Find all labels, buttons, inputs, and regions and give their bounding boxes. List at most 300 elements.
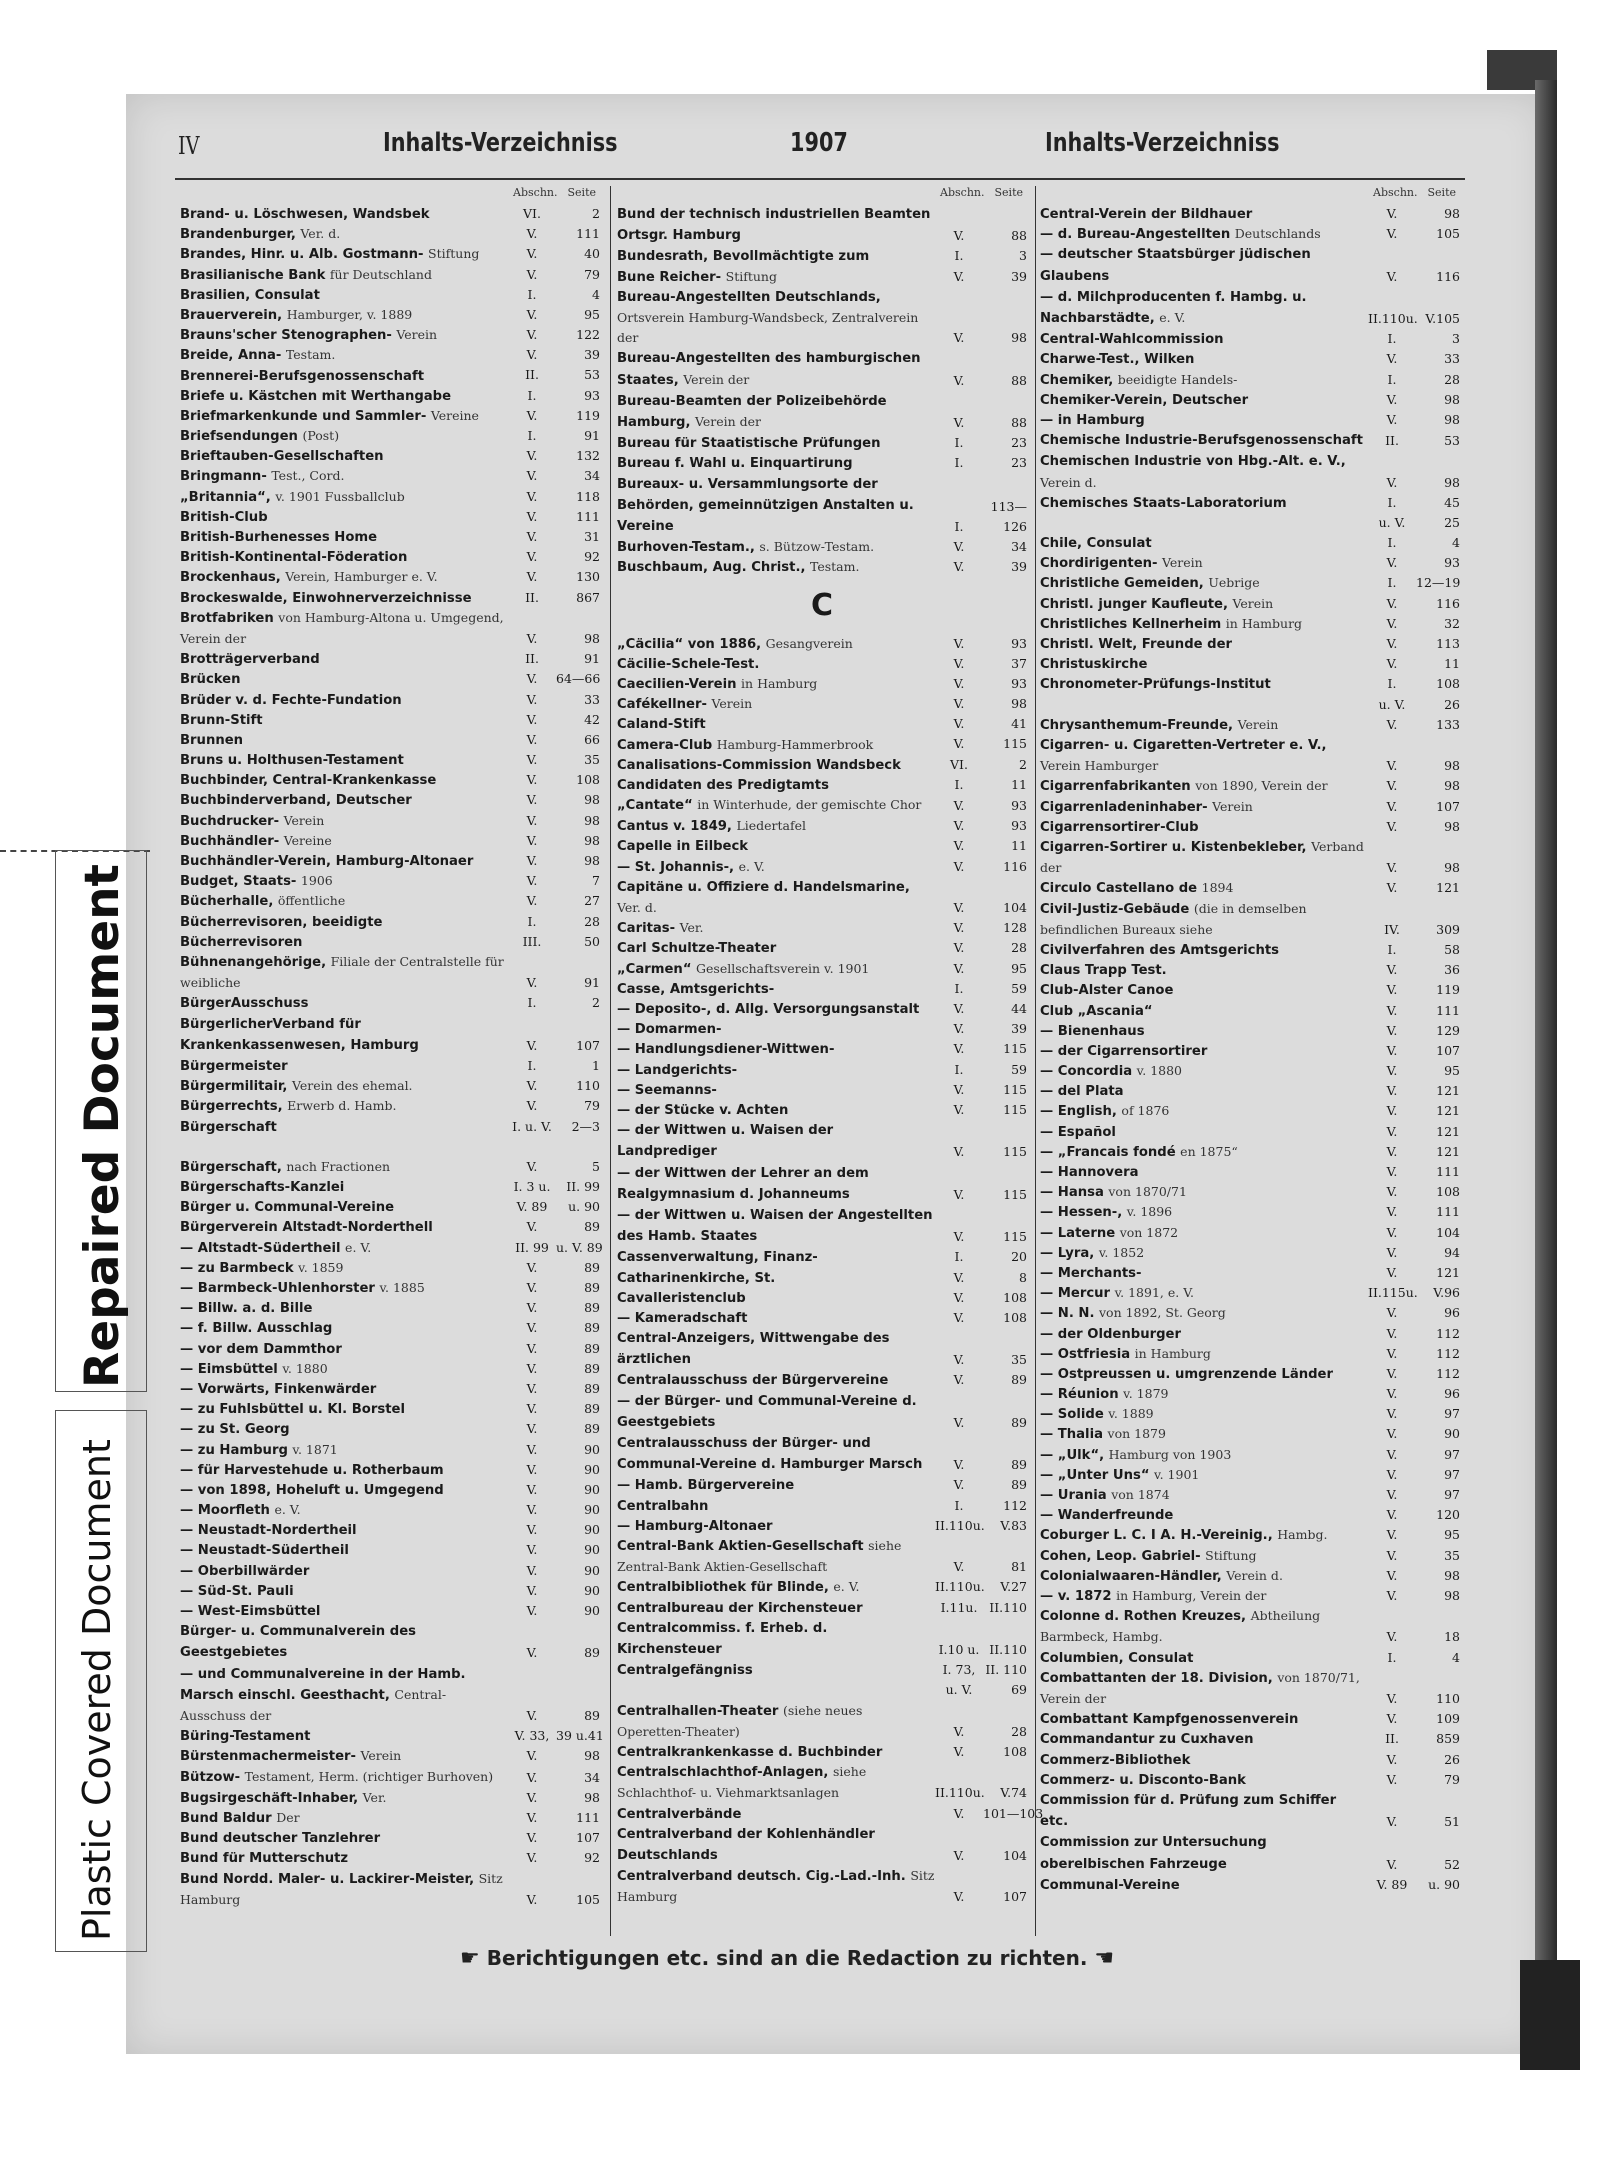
entry-detail: 1894 bbox=[1201, 880, 1234, 896]
index-entry bbox=[180, 730, 600, 750]
index-entry bbox=[1040, 940, 1460, 960]
entry-detail: Ortsverein Hamburg-Wandsbeck, Zentralverein der bbox=[617, 309, 919, 346]
entry-name: Capitäne u. Offiziere d. Handelsmarine, bbox=[617, 879, 910, 895]
entry-section: I. 3 u. bbox=[513, 1179, 551, 1195]
index-entry bbox=[617, 1618, 1027, 1660]
entry-page: 88 bbox=[1011, 372, 1027, 388]
index-entry bbox=[180, 1828, 600, 1848]
index-entry bbox=[1040, 695, 1460, 715]
entry-page: 110 bbox=[576, 1078, 600, 1094]
entry-page: 23 bbox=[1011, 435, 1027, 451]
index-entry bbox=[180, 1419, 600, 1439]
entry-page: 4 bbox=[1452, 1649, 1460, 1665]
index-entry bbox=[180, 1014, 600, 1056]
entry-page: 51 bbox=[1444, 1814, 1460, 1830]
entry-name: British-Kontinental-Föderation bbox=[180, 550, 408, 566]
index-entry bbox=[1040, 1303, 1460, 1323]
index-entry bbox=[1040, 533, 1460, 553]
entry-page: 89 bbox=[584, 1340, 600, 1356]
entry-name: Communal-Vereine bbox=[1040, 1877, 1180, 1893]
entry-name: Centralbibliothek für Blinde, bbox=[617, 1580, 829, 1596]
footer-note bbox=[460, 1946, 1114, 1971]
index-entry bbox=[617, 1308, 1027, 1328]
entry-name: — v. 1872 bbox=[1040, 1588, 1112, 1604]
entry-name: Brotträgerverband bbox=[180, 652, 320, 668]
entry-section: V. bbox=[953, 696, 965, 712]
entry-page: 93 bbox=[1011, 818, 1027, 834]
entry-section: V. bbox=[953, 716, 965, 732]
index-entry bbox=[180, 1177, 600, 1197]
entry-page: 107 bbox=[576, 1037, 600, 1053]
index-entry bbox=[1040, 370, 1460, 390]
index-entry bbox=[180, 1520, 600, 1540]
entry-page: 91 bbox=[584, 975, 600, 991]
entry-section: V. bbox=[526, 792, 538, 808]
entry-page: 39 bbox=[1011, 268, 1027, 284]
entry-page: 20 bbox=[1011, 1249, 1027, 1265]
entry-name: — der Oldenburger bbox=[1040, 1326, 1181, 1342]
entry-detail: in Hamburg bbox=[1225, 615, 1303, 631]
entry-detail: Sitz Hamburg bbox=[180, 1870, 503, 1907]
entry-name: — zu Fuhlsbüttel u. Kl. Borstel bbox=[180, 1402, 405, 1418]
entry-page: 121 bbox=[1436, 1123, 1460, 1139]
entry-page: V.27 bbox=[1000, 1579, 1027, 1595]
entry-name: — Neustadt-Südertheil bbox=[180, 1543, 349, 1559]
entry-name: Bureau f. Wahl u. Einquartirung bbox=[617, 456, 853, 472]
entry-name: — f. Billw. Ausschlag bbox=[180, 1321, 333, 1337]
entry-section: I. bbox=[1387, 1649, 1397, 1665]
entry-section: I. bbox=[954, 1249, 964, 1265]
entry-page: 96 bbox=[1444, 1386, 1460, 1402]
entry-page: 116 bbox=[1436, 595, 1460, 611]
entry-section: V. bbox=[526, 1098, 538, 1114]
entry-section: V. bbox=[1386, 1751, 1398, 1767]
entry-section: V. bbox=[953, 1352, 965, 1368]
entry-detail: v. 1871 bbox=[292, 1441, 338, 1457]
entry-detail: Verein bbox=[1237, 716, 1279, 732]
entry-section: V. bbox=[1386, 1386, 1398, 1402]
index-entry bbox=[1040, 1202, 1460, 1222]
entry-page: 90 bbox=[1444, 1426, 1460, 1442]
entry-section: V. bbox=[526, 1522, 538, 1538]
entry-section: V. bbox=[526, 1158, 538, 1174]
entry-name: Chemiker-Verein, Deutscher bbox=[1040, 392, 1249, 408]
column-header-section: Abschn. bbox=[513, 186, 558, 199]
entry-name: Briefmarkenkunde und Sammler- bbox=[180, 408, 427, 424]
index-entry bbox=[1040, 1770, 1460, 1790]
entry-detail: e. V. bbox=[738, 858, 765, 874]
index-entry bbox=[617, 391, 1027, 433]
entry-name: Bund für Mutterschutz bbox=[180, 1851, 349, 1867]
entry-section: V. bbox=[526, 1280, 538, 1296]
entry-detail: Verein bbox=[1232, 595, 1274, 611]
entry-name: „Cäcilia“ von 1886, bbox=[617, 636, 762, 652]
entry-section: V. bbox=[526, 1708, 538, 1724]
index-entry bbox=[180, 669, 600, 689]
pointing-hand-icon: ☛ bbox=[460, 1946, 480, 1971]
entry-page: 111 bbox=[576, 226, 600, 242]
entry-detail: e. V. bbox=[833, 1579, 860, 1595]
entry-page: 115 bbox=[1003, 736, 1027, 752]
entry-page: 104 bbox=[1003, 900, 1027, 916]
index-entry bbox=[180, 366, 600, 386]
entry-detail: Verein Hamburger bbox=[1040, 758, 1159, 774]
entry-detail: Uebrige bbox=[1208, 575, 1260, 591]
entry-section: II. bbox=[525, 367, 539, 383]
index-entry bbox=[180, 1278, 600, 1298]
entry-section: V. bbox=[1386, 636, 1398, 652]
index-entry bbox=[617, 1391, 1027, 1433]
index-entry bbox=[1040, 349, 1460, 369]
entry-page: 79 bbox=[584, 266, 600, 282]
entry-detail: Deutschlands bbox=[1234, 226, 1321, 242]
entry-section: V. bbox=[1386, 1711, 1398, 1727]
entry-name: Bücherrevisoren, beeidigte bbox=[180, 914, 383, 930]
index-entry bbox=[1040, 1875, 1460, 1895]
index-entry bbox=[1040, 1832, 1460, 1874]
entry-page: 113—126 bbox=[990, 498, 1027, 534]
entry-name: — für Harvestehude u. Rotherbaum bbox=[180, 1462, 444, 1478]
entry-detail: in Winterhude, der gemischte Chor bbox=[697, 797, 922, 813]
entry-section: V. bbox=[953, 635, 965, 651]
entry-name: — Solide bbox=[1040, 1407, 1104, 1423]
entry-name: Bürstenmachermeister- bbox=[180, 1749, 357, 1765]
entry-name: Centralkrankenkasse d. Buchbinder bbox=[617, 1745, 883, 1761]
entry-page: 32 bbox=[1444, 615, 1460, 631]
column-header-section: Abschn. bbox=[940, 186, 985, 199]
entry-section: V. bbox=[526, 508, 538, 524]
entry-page: 44 bbox=[1011, 1000, 1027, 1016]
entry-detail: of 1876 bbox=[1121, 1103, 1170, 1119]
entry-name: — der Cigarrensortirer bbox=[1040, 1043, 1208, 1059]
index-entry bbox=[1040, 1364, 1460, 1384]
header-title-left: Inhalts-Verzeichniss bbox=[383, 128, 618, 158]
entry-name: — Hannovera bbox=[1040, 1165, 1139, 1181]
entry-page: 39 bbox=[1011, 1021, 1027, 1037]
entry-section: V. bbox=[953, 1229, 965, 1245]
entry-name: Centralhallen-Theater bbox=[617, 1703, 779, 1719]
entry-section: V. bbox=[953, 1144, 965, 1160]
entry-page: 867 bbox=[576, 589, 600, 605]
entry-page: 90 bbox=[584, 1441, 600, 1457]
entry-section: V. bbox=[953, 798, 965, 814]
entry-page: 98 bbox=[1444, 205, 1460, 221]
plastic-covered-label: Plastic Covered Document bbox=[75, 1439, 119, 1941]
index-entry bbox=[180, 1726, 604, 1746]
entry-detail: siehe Zentral-Bank Aktien-Gesellschaft bbox=[617, 1538, 902, 1575]
entry-name: Chemisches Staats-Laboratorium bbox=[1040, 495, 1287, 511]
entry-section: V. bbox=[526, 671, 538, 687]
entry-name: Büring-Testament bbox=[180, 1729, 311, 1745]
entry-section: V. bbox=[1386, 1224, 1398, 1240]
entry-section: V. bbox=[1386, 962, 1398, 978]
entry-name: Cäcilie-Schele-Test. bbox=[617, 656, 760, 672]
entry-page: 98 bbox=[1444, 474, 1460, 490]
entry-name: Brunn-Stift bbox=[180, 712, 263, 728]
entry-section: I. bbox=[954, 248, 964, 264]
entry-name: Breide, Anna- bbox=[180, 348, 282, 364]
entry-section: I. bbox=[1387, 575, 1397, 591]
index-entry bbox=[617, 775, 1027, 795]
index-entry bbox=[180, 1848, 600, 1868]
entry-name: — zu Hamburg bbox=[180, 1442, 288, 1458]
entry-name: Centralverband der Kohlenhändler Deutschlands bbox=[617, 1826, 875, 1863]
entry-page: 88 bbox=[1011, 228, 1027, 244]
index-entry bbox=[617, 1205, 1027, 1247]
entry-detail: Testam. bbox=[809, 559, 860, 575]
entry-detail: von 1870/71 bbox=[1108, 1184, 1187, 1200]
index-entry bbox=[180, 1137, 600, 1157]
entry-name: — English, bbox=[1040, 1104, 1117, 1120]
entry-detail: in Hamburg, Verein der bbox=[1116, 1587, 1267, 1603]
entry-page: 59 bbox=[1011, 980, 1027, 996]
entry-name: Camera-Club bbox=[617, 737, 713, 753]
index-entry bbox=[1040, 1546, 1460, 1566]
index-entry bbox=[180, 831, 600, 851]
index-entry bbox=[1040, 1061, 1460, 1081]
entry-page: 31 bbox=[584, 528, 600, 544]
index-entry bbox=[1040, 1709, 1460, 1729]
entry-section: V. bbox=[953, 228, 965, 244]
entry-page: 23 bbox=[1011, 455, 1027, 471]
entry-name: — Réunion bbox=[1040, 1387, 1119, 1403]
index-entry bbox=[180, 891, 600, 911]
entry-name: Centralausschuss der Bürger- und Communal-Vereine d. Hamburger Marsch bbox=[617, 1436, 923, 1473]
entry-page: 7 bbox=[592, 873, 600, 889]
index-entry bbox=[1040, 329, 1460, 349]
index-entry bbox=[180, 1096, 600, 1116]
index-column-2 bbox=[617, 186, 1044, 1908]
entry-section: V. bbox=[953, 900, 965, 916]
index-entry bbox=[1040, 1101, 1460, 1121]
entry-section: I. bbox=[1387, 941, 1397, 957]
entry-name: Bürgerverein Altstadt-Norderthell bbox=[180, 1220, 433, 1236]
index-entry bbox=[180, 588, 600, 608]
entry-page: II.110 bbox=[989, 1642, 1027, 1658]
entry-name: — d. Milchproducenten f. Hambg. u. Nachbarstädte, bbox=[1040, 289, 1307, 326]
index-entry bbox=[180, 851, 600, 871]
entry-name: Bützow- bbox=[180, 1769, 241, 1785]
entry-name: — der Wittwen u. Waisen der Angestellten des Hamb. Staates bbox=[617, 1207, 933, 1245]
index-entry bbox=[180, 406, 600, 426]
entry-section: II.110u. bbox=[935, 1785, 985, 1801]
entry-page: 108 bbox=[1436, 1184, 1460, 1200]
entry-page: 91 bbox=[584, 428, 600, 444]
entry-section: u. V. bbox=[1378, 514, 1406, 530]
entry-detail: v. 1880 bbox=[282, 1360, 328, 1376]
entry-name: Chile, Consulat bbox=[1040, 536, 1152, 552]
entry-name: Chemischen Industrie von Hbg.-Alt. e. V., bbox=[1040, 454, 1346, 470]
entry-detail: Verein, Hamburger e. V. bbox=[285, 569, 438, 585]
entry-name: Brockenhaus, bbox=[180, 570, 281, 586]
entry-name: Bringmann- bbox=[180, 469, 267, 485]
entry-section: V. bbox=[526, 549, 538, 565]
entry-name: Brücken bbox=[180, 672, 241, 688]
section-letter: C bbox=[810, 587, 834, 623]
entry-section: V. bbox=[1386, 1547, 1398, 1563]
entry-page: 116 bbox=[1003, 858, 1027, 874]
entry-section: I. 73, bbox=[942, 1662, 976, 1678]
entry-section: V. bbox=[526, 1441, 538, 1457]
index-entry bbox=[617, 246, 1027, 266]
entry-section: V. bbox=[953, 415, 965, 430]
index-entry bbox=[1040, 1041, 1460, 1061]
entry-section: V. bbox=[1386, 1345, 1398, 1361]
entry-detail: Stiftung bbox=[1205, 1547, 1257, 1563]
entry-page: 98 bbox=[1444, 1567, 1460, 1583]
index-entry bbox=[617, 857, 1027, 877]
entry-section: V. bbox=[1386, 1264, 1398, 1280]
entry-detail: für Deutschland bbox=[329, 266, 432, 282]
entry-detail: Verein bbox=[396, 327, 438, 343]
entry-name: British-Club bbox=[180, 509, 268, 525]
entry-name: — Handlungsdiener-Wittwen- bbox=[617, 1042, 835, 1058]
entry-page: 107 bbox=[1436, 798, 1460, 814]
entry-detail: v. 1885 bbox=[379, 1280, 425, 1296]
entry-name: Bureau-Beamten der Polizeibehörde Hamburg, bbox=[617, 393, 887, 430]
entry-section: V. 33, bbox=[514, 1728, 550, 1744]
entry-page: 34 bbox=[584, 1769, 600, 1785]
index-entry bbox=[1040, 1790, 1460, 1832]
entry-section: I. bbox=[527, 387, 537, 403]
entry-section: V. bbox=[526, 975, 538, 991]
entry-section: V. bbox=[953, 675, 965, 691]
entry-section: V. bbox=[953, 1186, 965, 1202]
entry-name: — Deposito-, d. Allg. Versorgungsanstalt bbox=[617, 1001, 920, 1017]
entry-page: 121 bbox=[1436, 1143, 1460, 1159]
entry-name: Bürgermilitair, bbox=[180, 1079, 288, 1095]
entry-section: V. bbox=[526, 691, 538, 707]
entry-name: Caland-Stift bbox=[617, 717, 706, 733]
index-entry bbox=[1040, 1021, 1460, 1041]
entry-section: V. bbox=[1386, 1204, 1398, 1220]
entry-page: 107 bbox=[1436, 1042, 1460, 1058]
entry-name: Buchbinderverband, Deutscher bbox=[180, 793, 412, 809]
entry-name: — „Ulk“, bbox=[1040, 1447, 1105, 1463]
entry-name: Brauns'scher Stenographen- bbox=[180, 328, 392, 344]
entry-name: Christl. junger Kaufleute, bbox=[1040, 596, 1229, 612]
entry-section: V. bbox=[953, 1269, 965, 1285]
entry-detail: Verein des ehemal. bbox=[291, 1078, 413, 1094]
entry-section: V. bbox=[526, 752, 538, 768]
entry-name: — West-Eimsbüttel bbox=[180, 1604, 321, 1620]
entry-name: — Ostfriesia bbox=[1040, 1346, 1131, 1362]
entry-section: V. bbox=[953, 858, 965, 874]
entry-name: Bune Reicher- bbox=[617, 269, 722, 285]
index-entry bbox=[617, 1039, 1027, 1059]
header-title-right: Inhalts-Verzeichniss bbox=[1045, 128, 1280, 158]
entry-page: 107 bbox=[1003, 1889, 1027, 1905]
entry-section: V. bbox=[526, 1461, 538, 1477]
pointing-hand-icon: ☚ bbox=[1094, 1946, 1115, 1971]
entry-name: Club „Ascania“ bbox=[1040, 1003, 1153, 1019]
entry-name: — Landgerichts- bbox=[617, 1062, 738, 1078]
index-entry bbox=[1040, 1001, 1460, 1021]
index-entry bbox=[617, 1536, 1027, 1577]
entry-name: Bürger- u. Communalverein des Geestgebietes bbox=[180, 1624, 417, 1661]
index-entry bbox=[180, 1399, 600, 1419]
entry-page: 98 bbox=[1444, 818, 1460, 834]
entry-section: u. V. bbox=[1378, 696, 1406, 712]
entry-name: Chemiker, bbox=[1040, 372, 1114, 388]
entry-section: V. bbox=[1386, 1002, 1398, 1018]
index-entry bbox=[180, 690, 600, 710]
entry-page: 90 bbox=[584, 1542, 600, 1558]
index-entry bbox=[180, 871, 600, 891]
index-entry bbox=[180, 446, 600, 466]
index-entry bbox=[180, 912, 600, 932]
entry-page: 112 bbox=[1003, 1497, 1027, 1513]
index-entry bbox=[617, 1019, 1027, 1039]
index-entry bbox=[180, 1157, 600, 1177]
entry-section: V. bbox=[1386, 818, 1398, 834]
index-entry bbox=[180, 426, 600, 446]
index-entry bbox=[617, 1577, 1027, 1597]
column-header-page: Seite bbox=[1427, 186, 1456, 199]
entry-page: 96 bbox=[1444, 1305, 1460, 1321]
entry-page: 97 bbox=[1444, 1487, 1460, 1502]
entry-name: Brasilien, Consulat bbox=[180, 287, 320, 303]
entry-name: Columbien, Consulat bbox=[1040, 1650, 1194, 1666]
index-entry bbox=[617, 674, 1027, 694]
entry-name: — Domarmen- bbox=[617, 1022, 722, 1038]
index-entry bbox=[617, 1866, 1027, 1907]
index-entry bbox=[180, 1117, 600, 1137]
entry-page: V.74 bbox=[1000, 1785, 1027, 1801]
entry-name: Cohen, Leop. Gabriel- bbox=[1040, 1548, 1201, 1564]
entry-page: 118 bbox=[576, 488, 600, 504]
index-entry bbox=[180, 993, 600, 1013]
entry-section: I. bbox=[527, 428, 537, 444]
entry-detail: Verein bbox=[360, 1748, 402, 1764]
entry-page: 89 bbox=[584, 1259, 600, 1275]
entry-page: 105 bbox=[1436, 226, 1460, 242]
index-entry bbox=[1040, 817, 1460, 837]
index-entry bbox=[1040, 573, 1460, 593]
entry-section: V. bbox=[526, 1769, 538, 1785]
entry-detail: Sitz Hamburg bbox=[617, 1868, 935, 1905]
entry-page: 90 bbox=[584, 1582, 600, 1598]
entry-name: Commerz-Bibliothek bbox=[1040, 1752, 1191, 1768]
entry-section: V. 89 bbox=[516, 1199, 548, 1215]
entry-page: V.105 bbox=[1425, 310, 1460, 326]
entry-page: 98 bbox=[1444, 391, 1460, 407]
entry-name: — Concordia bbox=[1040, 1064, 1133, 1080]
index-entry bbox=[1040, 1344, 1460, 1364]
entry-page: 98 bbox=[1444, 411, 1460, 427]
entry-section: IV. bbox=[1384, 921, 1400, 937]
entry-section: V. bbox=[526, 1078, 538, 1094]
entry-name: Claus Trapp Test. bbox=[1040, 963, 1167, 979]
entry-section: V. bbox=[526, 1219, 538, 1235]
entry-name: Bund Nordd. Maler- u. Lackirer-Meister, bbox=[180, 1871, 475, 1887]
entry-name: — Hamburg-Altonaer bbox=[617, 1518, 773, 1534]
entry-section: V. bbox=[526, 1789, 538, 1805]
entry-name: — St. Johannis-, bbox=[617, 859, 735, 875]
index-entry bbox=[180, 1788, 600, 1808]
entry-page: 28 bbox=[1011, 1723, 1027, 1739]
index-entry bbox=[617, 918, 1027, 938]
entry-page: 98 bbox=[584, 1748, 600, 1764]
entry-page: 121 bbox=[1436, 880, 1460, 896]
entry-page: 25 bbox=[1444, 514, 1460, 530]
entry-page: 90 bbox=[584, 1461, 600, 1477]
entry-section: V. bbox=[953, 940, 965, 956]
entry-page: 98 bbox=[584, 792, 600, 808]
entry-section: V. bbox=[526, 630, 538, 646]
entry-name: Bürgerschaft, bbox=[180, 1159, 282, 1175]
column-divider-2 bbox=[1035, 186, 1036, 1936]
